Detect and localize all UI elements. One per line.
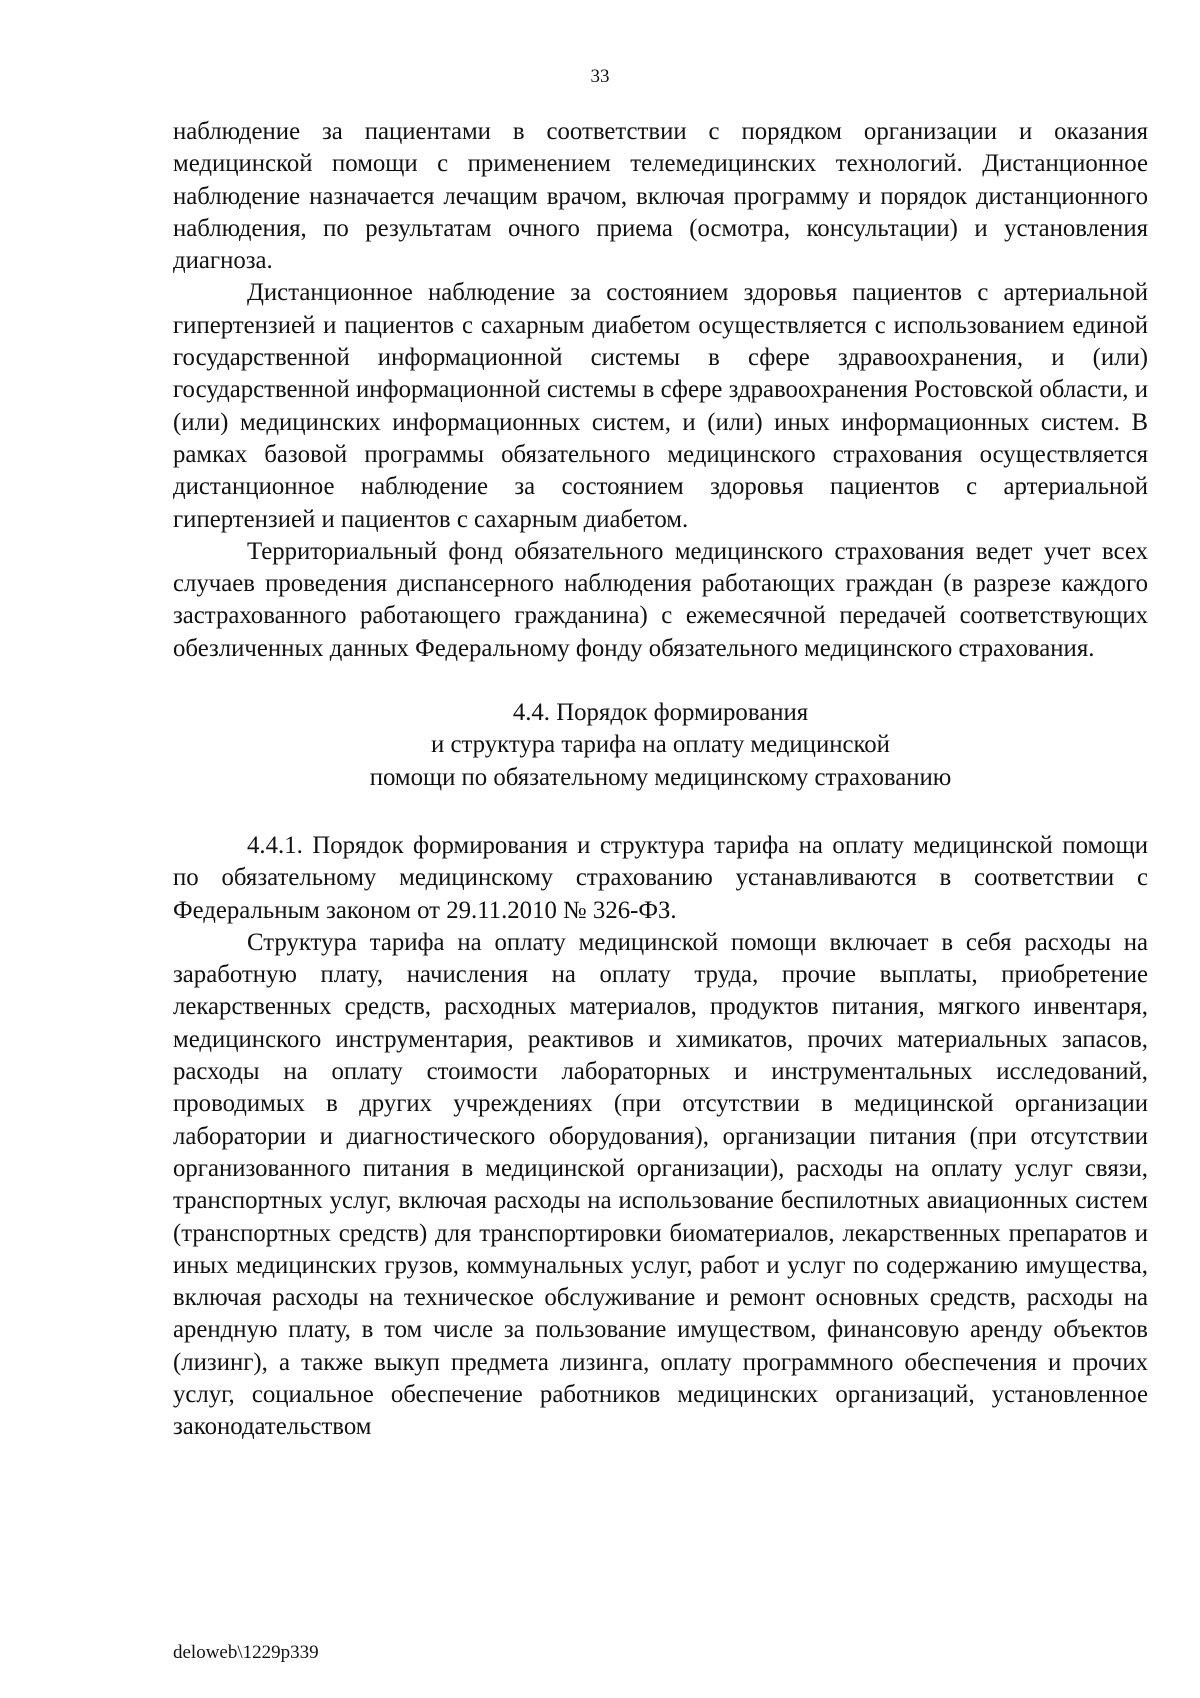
paragraph: Структура тарифа на оплату медицинской помощи включает в себя расходы на заработную плату, начисления на оплату труда, прочие выплаты, приобретение лекарственных средств, расходных материалов, продуктов питания, мягкого инвентаря, медицинского инструментария, реактивов и химикатов, прочих материальных запасов, расходы на оплату стоимости лабораторных и инструментальных исследований, проводимых в других учреждениях (при отсутствии в медицинской организации лаборатории и диагностического оборудования), организации питания (при отсутствии организованного питания в медицинской организации), расходы на оплату услуг связи, транспортных услуг, включая расходы на использование беспилотных авиационных систем (транспортных средств) для транспортировки биоматериалов, лекарственных препаратов и иных медицинских грузов, коммунальных услуг, работ и услуг по содержанию имущества, включая расходы на техническое обслуживание и ремонт основных средств, расходы на арендную плату, в том числе за пользование имуществом, финансовую аренду объектов (лизинг), а также выкуп предмета лизинга, оплату программного обеспечения и прочих услуг, социальное обеспечение работников медицинских организаций, установленное законодательством bbox=[173, 928, 1148, 1441]
document-body bbox=[173, 116, 1148, 1444]
section-heading-line: и структура тарифа на оплату медицинской bbox=[431, 731, 890, 759]
paragraph: 4.4.1. Порядок формирования и структура тарифа на оплату медицинской помощи по обязательному медицинскому страхованию устанавливаются в соответствии с Федеральным законом от 29.11.2010 № 326-ФЗ. bbox=[173, 831, 1148, 924]
paragraph: Территориальный фонд обязательного медицинского страхования ведет учет всех случаев проведения диспансерного наблюдения работающих граждан (в разрезе каждого застрахованного работающего гражданина) с ежемесячной передачей соответствующих обезличенных данных Федеральному фонду обязательного медицинского страхования. bbox=[173, 537, 1148, 662]
paragraph: Дистанционное наблюдение за состоянием здоровья пациентов с артериальной гипертензией и пациентов с сахарным диабетом осуществляется с использованием единой государственной информационной системы в сфере здравоохранения, и (или) государственной информационной системы в сфере здравоохранения Ростовской области, и (или) медицинских информационных систем, и (или) иных информационных систем. В рамках базовой программы обязательного медицинского страхования осуществляется дистанционное наблюдение за состоянием здоровья пациентов с артериальной гипертензией и пациентов с сахарным диабетом. bbox=[173, 279, 1148, 533]
paragraph: наблюдение за пациентами в соответствии с порядком организации и оказания медицинской помощи с применением телемедицинских технологий. Дистанционное наблюдение назначается лечащим врачом, включая программу и порядок дистанционного наблюдения, по результатам очного приема (осмотра, консультации) и установления диагноза. bbox=[173, 118, 1148, 275]
page-number: 33 bbox=[590, 66, 610, 87]
footer-file-reference: deloweb\1229p339 bbox=[173, 1642, 319, 1663]
section-heading bbox=[173, 697, 1148, 794]
section-heading-line: помощи по обязательному медицинскому страхованию bbox=[369, 763, 952, 791]
section-heading-line: 4.4. Порядок формирования bbox=[512, 699, 809, 727]
